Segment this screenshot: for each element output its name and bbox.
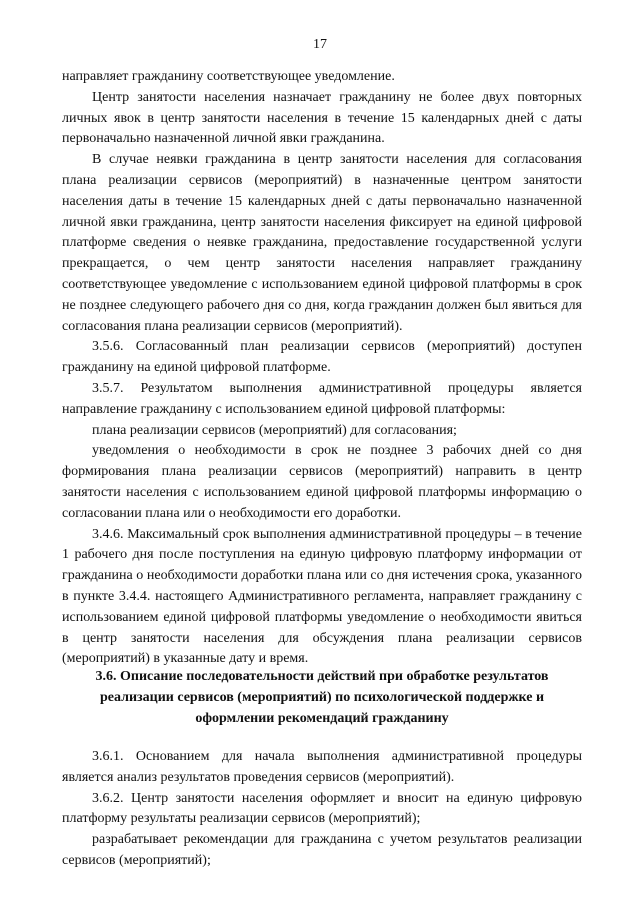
body-text-lower [62,747,582,872]
paragraph: 3.6.2. Центр занятости населения оформляет и вносит на единую цифровую платформу результаты реализации сервисов (мероприятий); [62,790,582,827]
paragraph: уведомления о необходимости в срок не позднее 3 рабочих дней со дня формирования плана реализации сервисов (мероприятий) направить в центр занятости населения с использованием единой цифровой платформы информацию о согласовании плана или о необходимости его доработки. [62,443,582,521]
paragraph: разрабатывает рекомендации для гражданина с учетом результатов реализации сервисов (мероприятий); [62,832,582,868]
paragraph: 3.5.6. Согласованный план реализации сервисов (мероприятий) доступен гражданину на единой цифровой платформе. [62,339,582,376]
paragraph: Центр занятости населения назначает гражданину не более двух повторных личных явок в центр занятости населения в течение 15 календарных дней с даты первоначально назначенной личной явки гражданина. [62,89,582,147]
paragraph: плана реализации сервисов (мероприятий) для согласования; [92,422,457,438]
paragraph: 3.6.1. Основанием для начала выполнения административной процедуры является анализ результатов проведения сервисов (мероприятий). [62,749,582,785]
body-text-upper [62,67,582,670]
paragraph: направляет гражданину соответствующее уведомление. [62,69,395,84]
paragraph: В случае неявки гражданина в центр занятости населения для согласования плана реализации сервисов (мероприятий) в назначенные центром занятости населения даты в течение 15 календарных дней с даты первоначально назначенной личной явки гражданина, центр занятости населения фиксирует на единой цифровой платформе сведения о неявке гражданина, предоставление государственной услуги прекращается, о чем центр занятости населения направляет гражданину соответствующее уведомление с использованием единой цифровой платформы в срок не позднее следующего рабочего дня со дня, когда гражданин должен был явиться для согласования плана реализации сервисов (мероприятий). [62,152,582,334]
paragraph: 3.5.7. Результатом выполнения административной процедуры является направление гражданину с использованием единой цифровой платформы: [62,380,582,417]
section-heading: 3.6. Описание последовательности действий при обработке результатов реализации сервисов (мероприятий) по психологической поддержке и оформлении рекомендаций гражданину [95,669,549,726]
paragraph: 3.4.6. Максимальный срок выполнения административной процедуры – в течение 1 рабочего дня после поступления на единую цифровую платформу информации от гражданина о необходимости доработки плана или со дня истечения срока, указанного в пункте 3.4.4. настоящего Административного регламента, направляет гражданину с использованием единой цифровой платформы уведомление о необходимости явиться в центр занятости населения для обсуждения плана реализации сервисов (мероприятий) в указанные дату и время. [62,526,582,667]
page-number: 17 [313,37,327,52]
